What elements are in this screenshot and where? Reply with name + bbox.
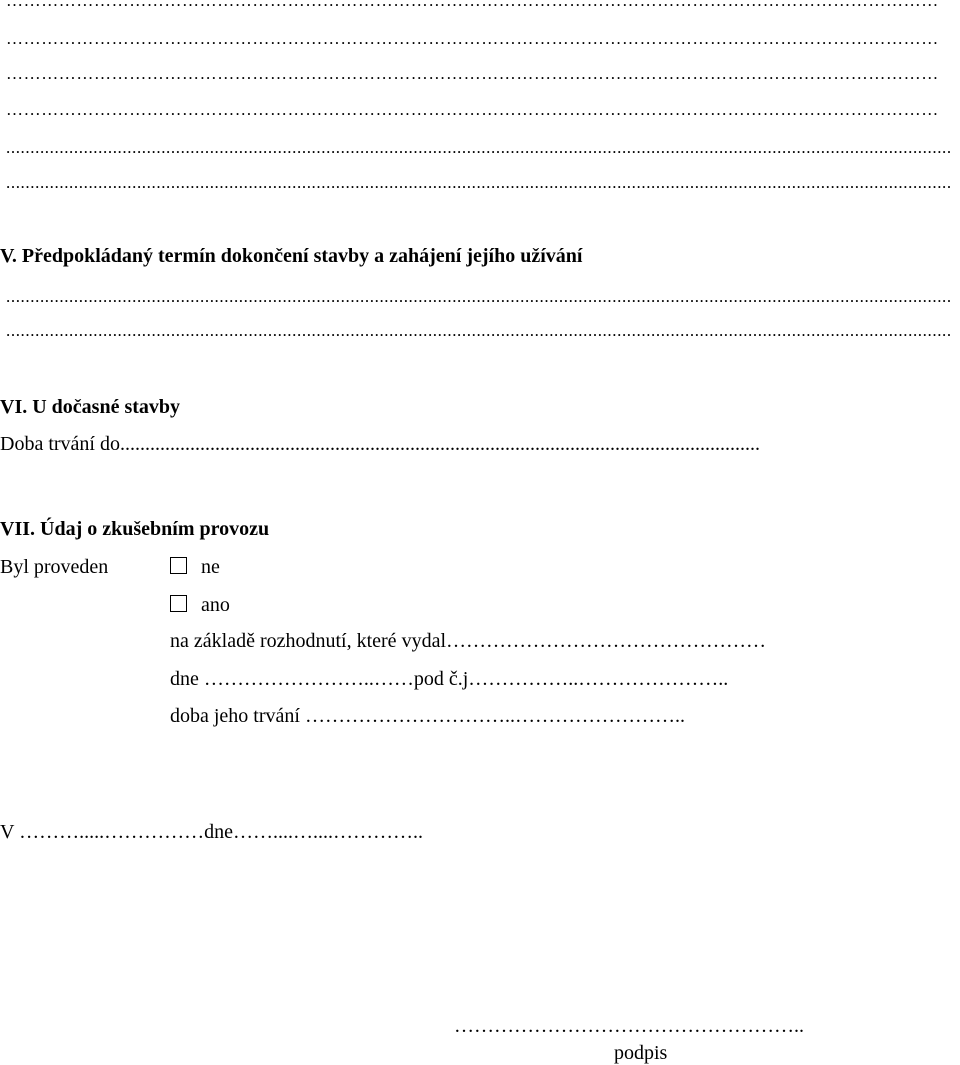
dotted-line: ................................................................................................................................................................................................... [6,138,952,157]
decision-date-ref-field[interactable]: dne ……………………..……pod č.j……………..………………….. [170,668,729,690]
temporary-duration-field[interactable]: Doba trvání do................................................................................................................................ [0,433,760,455]
option-no[interactable] [170,557,220,577]
section-6-heading: VI. U dočasné stavby [0,396,181,418]
trial-duration-field[interactable]: doba jeho trvání …………………………..…………………….. [170,705,685,727]
dotted-line: …………………………………………………………………………………………………………………………………………… [6,64,939,83]
trial-run-label: Byl proveden [0,556,109,578]
place-date-field[interactable]: V ……….....……………dne……....…....………….. [0,821,423,843]
dotted-line: …………………………………………………………………………………………………………………………………………… [6,29,939,48]
dotted-line: …………………………………………………………………………………………………………………………………………… [6,100,939,119]
option-yes[interactable] [170,595,230,615]
signature-line: …………………………………………….. [454,1015,804,1037]
dotted-line: ................................................................................................................................................................................................... [6,287,952,306]
checkbox-yes[interactable] [170,595,187,612]
dotted-line: ................................................................................................................................................................................................... [6,173,952,192]
option-yes-label: ano [201,594,230,616]
signature-label: podpis [614,1042,668,1064]
dotted-line: …………………………………………………………………………………………………………………………………………… [6,0,939,10]
dotted-line: ................................................................................................................................................................................................... [6,321,952,340]
section-7-heading: VII. Údaj o zkušebním provozu [0,518,270,540]
checkbox-no[interactable] [170,557,187,574]
option-no-label: ne [201,556,220,578]
section-5-heading: V. Předpokládaný termín dokončení stavby a zahájení jejího užívání [0,245,583,267]
decision-issuer-field[interactable]: na základě rozhodnutí, které vydal………………………………………… [170,630,766,652]
